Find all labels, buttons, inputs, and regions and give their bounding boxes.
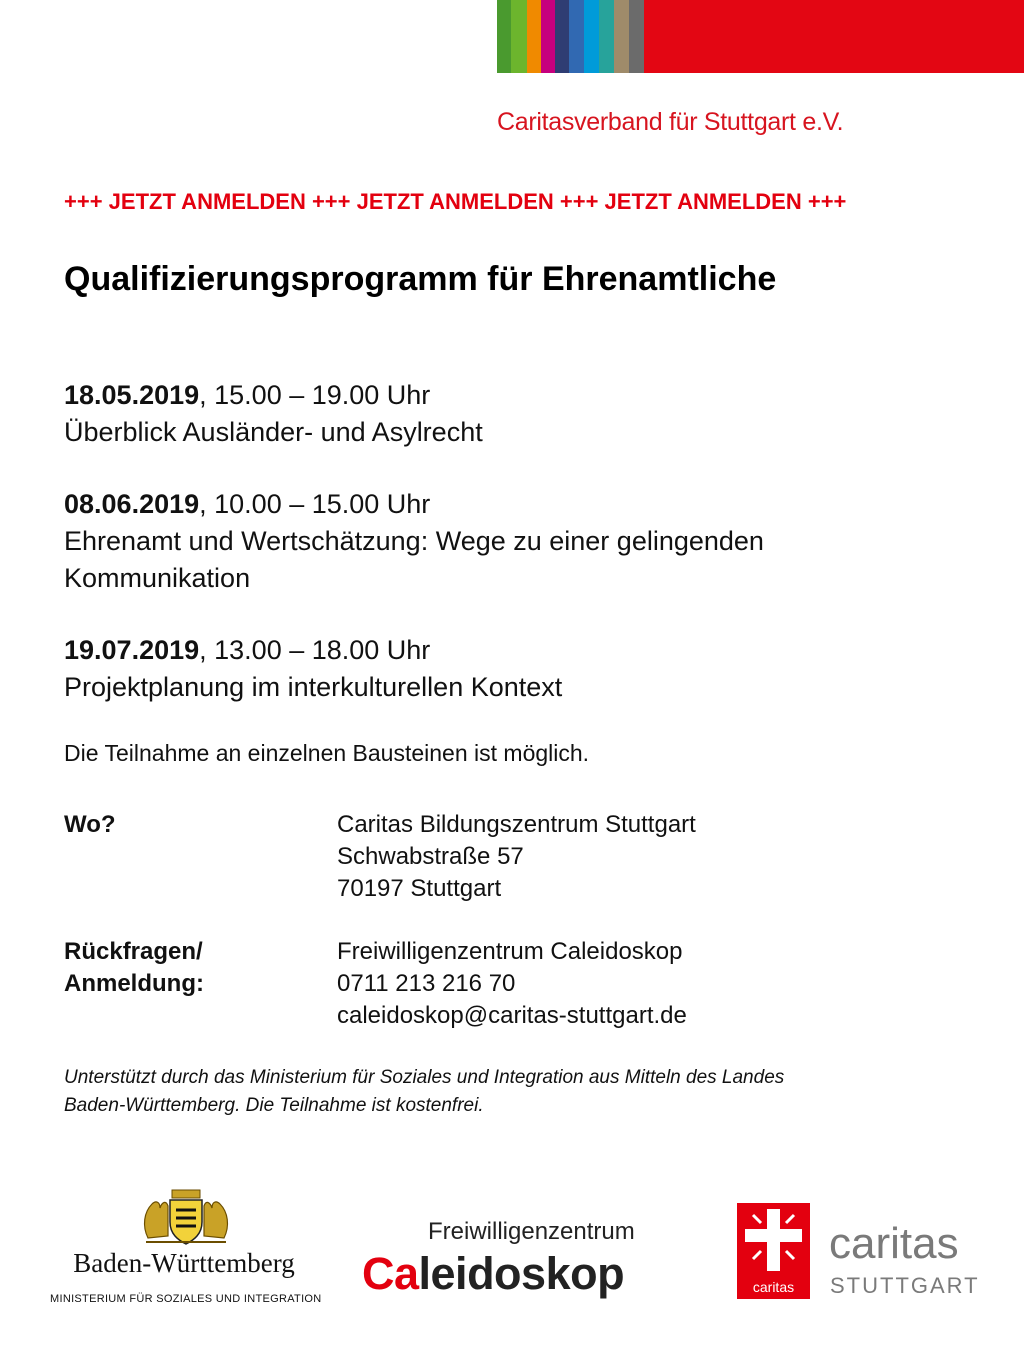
contact-email: caleidoskop@caritas-stuttgart.de (337, 1002, 687, 1029)
stripe (584, 0, 599, 73)
register-banner: +++ JETZT ANMELDEN +++ JETZT ANMELDEN +++ JETZT ANMELDEN +++ (64, 189, 847, 214)
contact-org: Freiwilligenzentrum Caleidoskop (337, 938, 683, 965)
location-line: Caritas Bildungszentrum Stuttgart (337, 811, 696, 838)
contact-label-line: Rückfragen/ (64, 938, 203, 965)
caritas-cross-icon (737, 1203, 810, 1279)
event-time: , 10.00 – 15.00 Uhr (199, 489, 431, 519)
stripe (511, 0, 527, 73)
org-name: Caritasverband für Stuttgart e.V. (497, 108, 844, 136)
event-topic: Kommunikation (64, 563, 251, 593)
stripe (497, 0, 511, 73)
location-label-text: Wo? (64, 811, 116, 838)
event-date: 08.06.2019 (64, 489, 200, 519)
caritas-emblem (737, 1203, 810, 1299)
event-topic: Überblick Ausländer- und Asylrecht (64, 417, 483, 447)
support-line: Unterstützt durch das Ministerium für Soziales und Integration aus Mitteln des Landes (64, 1067, 785, 1088)
event-date: 19.07.2019 (64, 635, 200, 665)
contact-phone: 0711 213 216 70 (337, 970, 516, 997)
event-item (64, 486, 764, 597)
caritas-city: STUTTGART (830, 1273, 980, 1298)
caritas-wordmark: caritas (829, 1219, 959, 1268)
caleidoskop-logo (362, 1218, 635, 1300)
caleidoskop-subtitle: Freiwilligenzentrum (428, 1218, 635, 1245)
caleidoskop-wordmark-rest: leidoskop (418, 1248, 625, 1299)
location-line: Schwabstraße 57 (337, 843, 524, 870)
bw-ministry-name: MINISTERIUM FÜR SOZIALES UND INTEGRATION (50, 1293, 322, 1305)
stripe (629, 0, 644, 73)
stripe (599, 0, 614, 73)
bw-name: Baden-Württemberg (73, 1248, 295, 1278)
stripe (527, 0, 541, 73)
stripe (555, 0, 569, 73)
contact-details (337, 936, 687, 1032)
location-line: 70197 Stuttgart (337, 875, 502, 902)
stripe (644, 0, 1024, 73)
caritas-emblem-label: caritas (752, 1279, 795, 1295)
participation-note: Die Teilnahme an einzelnen Bausteinen ist möglich. (64, 740, 590, 766)
caleidoskop-wordmark (362, 1248, 635, 1300)
header-color-stripes (497, 0, 1024, 73)
contact-label (64, 936, 204, 1000)
stripe (569, 0, 584, 73)
location-label (64, 809, 116, 841)
event-time: , 13.00 – 18.00 Uhr (199, 635, 431, 665)
support-line: Baden-Württemberg. Die Teilnahme ist kostenfrei. (64, 1095, 484, 1116)
event-item (64, 377, 483, 451)
bw-ministry-logo (46, 1188, 336, 1313)
page-title: Qualifizierungsprogramm für Ehrenamtliche (64, 260, 777, 298)
event-time: , 15.00 – 19.00 Uhr (199, 380, 431, 410)
location-address (337, 809, 696, 905)
caleidoskop-wordmark-red: Ca (362, 1248, 419, 1299)
event-topic: Projektplanung im interkulturellen Kontext (64, 672, 563, 702)
support-text (64, 1064, 784, 1120)
stripe (614, 0, 629, 73)
stripe (541, 0, 555, 73)
coat-of-arms-icon (138, 1188, 234, 1248)
event-item (64, 632, 562, 706)
event-date: 18.05.2019 (64, 380, 200, 410)
event-topic: Ehrenamt und Wertschätzung: Wege zu einer gelingenden (64, 526, 764, 556)
contact-label-line: Anmeldung: (64, 970, 204, 997)
